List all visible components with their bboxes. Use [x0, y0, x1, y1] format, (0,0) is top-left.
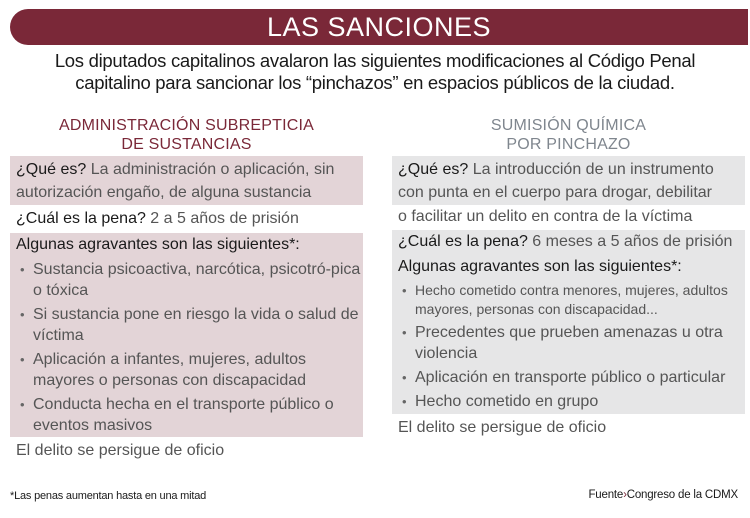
- page-title: LAS SANCIONES: [266, 11, 492, 42]
- aggravants-heading: Algunas agravantes son las siguientes*:: [398, 258, 682, 275]
- column-heading-line-2: DE SUSTANCIAS: [121, 136, 252, 153]
- chevron-right-icon: ›: [623, 489, 627, 501]
- column-heading-line-1: ADMINISTRACIÓN SUBREPTICIA: [58, 117, 314, 134]
- definition-text-cont: o facilitar un delito en contra de la víctima: [398, 208, 693, 225]
- list-item: • Sustancia psicoactiva, narcótica, psicotró-pica o tóxica: [16, 259, 363, 301]
- list-item: • Hecho cometido contra menores, mujeres, adultos mayores, personas con discapacidad...: [398, 281, 745, 319]
- aggravants-list: [16, 259, 363, 436]
- penalty-aggravants-box: [392, 230, 745, 414]
- source-label: Fuente: [588, 489, 624, 501]
- list-item: • Aplicación en transporte público o particular: [398, 367, 745, 388]
- closing-note: El delito se persigue de oficio: [398, 419, 607, 436]
- footnote: *Las penas aumentan hasta en una mitad: [10, 490, 207, 502]
- definition-text: La introducción de un instrumento: [468, 161, 714, 178]
- list-item: • Aplicación a infantes, mujeres, adultos mayores o personas con discapacidad: [16, 349, 363, 391]
- penalty-text: 6 meses a 5 años de prisión: [527, 233, 733, 250]
- column-sumision-quimica: [392, 116, 745, 439]
- closing-note: El delito se persigue de oficio: [16, 442, 225, 459]
- definition-label: ¿Qué es?: [398, 161, 469, 178]
- column-heading-line-1: SUMISIÓN QUÍMICA: [490, 117, 647, 134]
- aggravants-list: [398, 281, 745, 412]
- list-item: • Precedentes que prueben amenazas u otra violencia: [398, 322, 745, 364]
- list-item: • Conducta hecha en el transporte público o eventos masivos: [16, 394, 363, 436]
- list-item: • Hecho cometido en grupo: [398, 391, 745, 412]
- penalty-row: [398, 230, 745, 253]
- penalty-row: [10, 207, 363, 230]
- definition-label: ¿Qué es?: [16, 161, 87, 178]
- aggravants-heading: Algunas agravantes son las siguientes*:: [16, 236, 300, 253]
- definition-box: [392, 156, 745, 205]
- intro-line-2: capitalino para sancionar los “pinchazos” en espacios públicos de la ciudad.: [75, 72, 675, 93]
- source-value: Congreso de la CDMX: [626, 489, 738, 501]
- column-heading: [10, 116, 363, 156]
- list-item: • Si sustancia pone en riesgo la vida o salud de víctima: [16, 304, 363, 346]
- source-credit: [588, 489, 738, 501]
- definition-box: [10, 156, 363, 205]
- column-heading: [392, 116, 745, 156]
- intro-line-1: Los diputados capitalinos avalaron las siguientes modificaciones al Código Penal: [54, 50, 696, 71]
- definition-text-cont: autorización engaño, de alguna sustancia: [16, 184, 312, 201]
- column-heading-line-2: POR PINCHAZO: [506, 136, 631, 153]
- penalty-label: ¿Cuál es la pena?: [398, 233, 528, 250]
- intro-text: [0, 50, 750, 94]
- definition-text: La administración o aplicación, sin: [86, 161, 335, 178]
- definition-text-cont: con punta en el cuerpo para drogar, debilitar: [398, 184, 712, 201]
- column-administracion-subrepticia: [10, 116, 363, 462]
- penalty-label: ¿Cuál es la pena?: [16, 210, 146, 227]
- title-banner: [10, 9, 748, 45]
- aggravants-box: [10, 233, 363, 437]
- penalty-text: 2 a 5 años de prisión: [145, 210, 299, 227]
